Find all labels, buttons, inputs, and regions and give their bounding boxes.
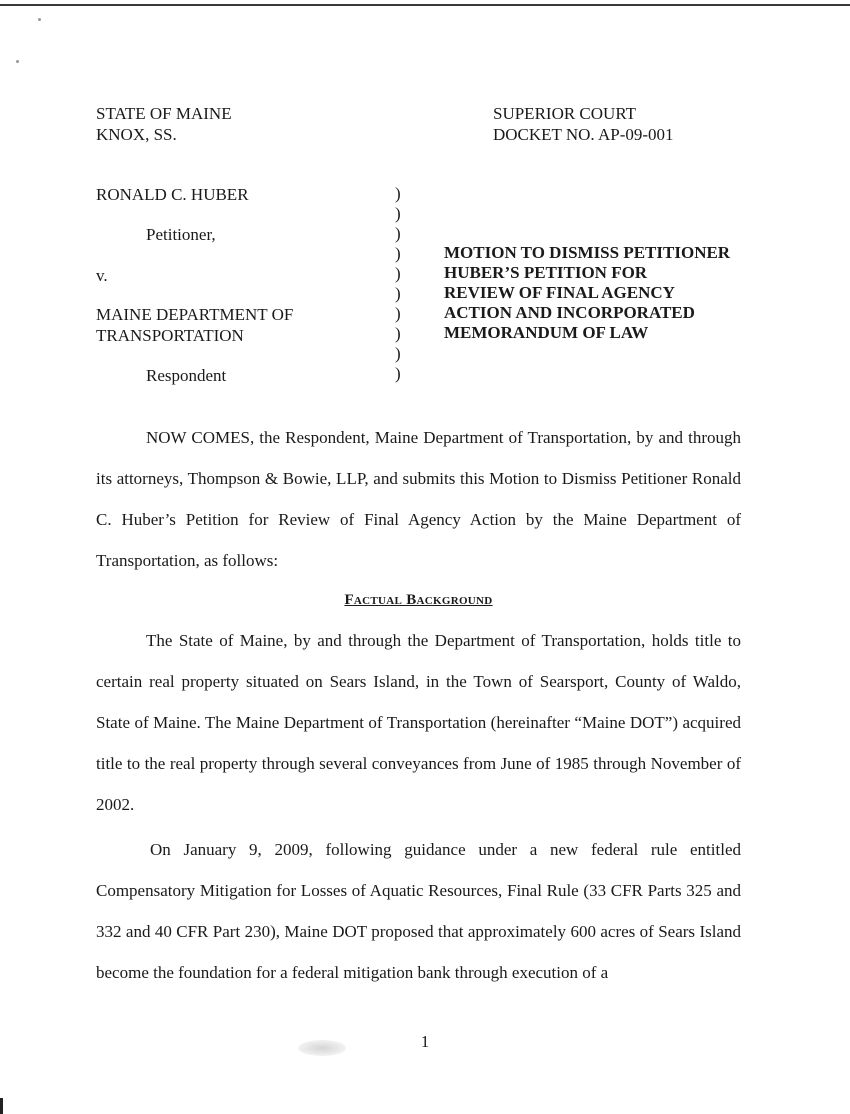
respondent-name-line2: TRANSPORTATION [96, 326, 244, 345]
caption-court [493, 103, 674, 145]
motion-title-line: ACTION AND INCORPORATED [444, 303, 695, 322]
motion-title-line: REVIEW OF FINAL AGENCY [444, 283, 675, 302]
caption-paren: ) [395, 204, 401, 223]
caption-paren: ) [395, 344, 401, 363]
court-name: SUPERIOR COURT [493, 104, 637, 123]
intro-paragraph: NOW COMES, the Respondent, Maine Department of Transportation, by and through its attorneys, Thompson & Bowie, LLP, and submits this Motion to Dismiss Petitioner Ronald C. Huber’s Petition for Review of Final Agency Action by the Maine Department of Transportation, as follows: [96, 428, 741, 570]
caption-paren: ) [395, 284, 401, 303]
caption-parentheses [395, 184, 401, 384]
motion-title-line: MEMORANDUM OF LAW [444, 323, 649, 342]
scan-edge-line [0, 4, 850, 6]
caption-paren: ) [395, 224, 401, 243]
petitioner-name: RONALD C. HUBER [96, 185, 249, 204]
body-paragraph: The State of Maine, by and through the Department of Transportation, holds title to certain real property situated on Sears Island, in the Town of Searsport, County of Waldo, State of Maine. The Maine Department of Transportation (hereinafter “Maine DOT”) acquired title to the real property through several conveyances from June of 1985 through November of 2002. [96, 631, 741, 814]
scan-speck [38, 18, 41, 21]
versus-label: v. [96, 266, 108, 285]
docket-number: DOCKET NO. AP-09-001 [493, 125, 674, 144]
scan-edge-mark [0, 1098, 3, 1114]
caption-state: STATE OF MAINE [96, 104, 232, 123]
page-number: 1 [420, 1032, 430, 1051]
caption-paren: ) [395, 264, 401, 283]
caption-paren: ) [395, 244, 401, 263]
caption-jurisdiction [96, 103, 232, 145]
caption-paren: ) [395, 364, 401, 383]
body-paragraph: On January 9, 2009, following guidance under a new federal rule entitled Compensatory Mitigation for Losses of Aquatic Resources, Final Rule (33 CFR Parts 325 and 332 and 40 CFR Part 230), Maine DOT proposed that approximately 600 acres of Sears Island become the foundation for a federal mitigation bank through execution of a [96, 840, 741, 982]
motion-title-line: HUBER’S PETITION FOR [444, 263, 648, 282]
scan-speck [16, 60, 19, 63]
caption-county: KNOX, SS. [96, 125, 177, 144]
caption-paren: ) [395, 304, 401, 323]
caption-paren: ) [395, 324, 401, 343]
section-heading: Factual Background [344, 592, 493, 608]
motion-title [444, 243, 730, 343]
caption-paren: ) [395, 184, 401, 203]
respondent-name-line1: MAINE DEPARTMENT OF [96, 305, 294, 324]
motion-title-line: MOTION TO DISMISS PETITIONER [444, 243, 731, 262]
petitioner-role: Petitioner, [146, 225, 216, 244]
respondent-role: Respondent [146, 366, 227, 385]
